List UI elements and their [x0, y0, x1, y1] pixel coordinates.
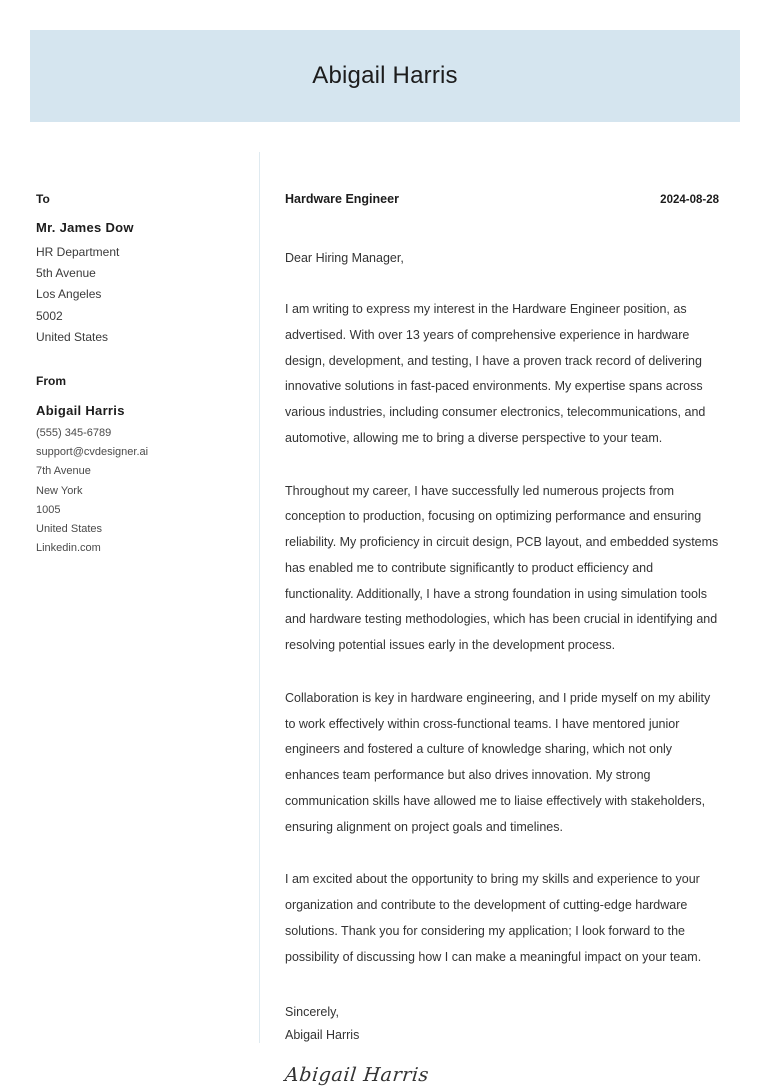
job-title: Hardware Engineer	[285, 192, 399, 206]
sender-block	[36, 374, 236, 558]
recipient-line: 5th Avenue	[36, 265, 96, 280]
signature: Abigail Harris	[283, 1064, 431, 1087]
closing-name: Abigail Harris	[285, 1027, 360, 1042]
sender-phone: (555) 345-6789	[36, 426, 112, 439]
recipient-line: HR Department	[36, 244, 120, 259]
letter-paragraph: I am excited about the opportunity to bring my skills and experience to your organization and contribute to the development of cutting-edge hardware solutions. Thank you for considering my application; I look forward to the possibility of discussing how I can make a meaningful impact on your team.	[285, 872, 702, 964]
sender-line: United States	[36, 523, 103, 536]
recipient-name: Mr. James Dow	[36, 220, 134, 236]
sender-email[interactable]: support@cvdesigner.ai	[36, 446, 149, 459]
sender-line: 7th Avenue	[36, 465, 91, 478]
salutation: Dear Hiring Manager,	[285, 250, 404, 265]
recipient-line: 5002	[36, 308, 63, 323]
letter-paragraph: Throughout my career, I have successfully led numerous projects from conception to production, focusing on optimizing performance and ensuring reliability. My proficiency in circuit design, PCB layout, and embedded systems has enabled me to contribute significantly to product efficiency and functionality. Additionally, I have a strong foundation in using simulation tools and hardware testing methodologies, which has been crucial in identifying and resolving potential issues early in the development process.	[285, 483, 719, 653]
letter-date: 2024-08-28	[660, 194, 719, 206]
letter-body	[285, 192, 719, 1087]
recipient-line: Los Angeles	[36, 287, 102, 302]
recipient-block	[36, 192, 236, 348]
letter-closing	[285, 1002, 719, 1046]
sender-line: New York	[36, 484, 83, 497]
letter-title-row	[285, 192, 719, 208]
recipient-line: United States	[36, 329, 109, 344]
letter-paragraph: Collaboration is key in hardware engineering, and I pride myself on my ability to work effectively within cross-functional teams. I have mentored junior engineers and fostered a culture of knowledge sharing, which not only enhances team performance but also drives innovation. My strong communication skills have allowed me to liaise effectively with stakeholders, ensuring alignment on project goals and timelines.	[285, 690, 711, 834]
page-title: Abigail Harris	[312, 61, 458, 89]
sidebar	[36, 192, 236, 559]
sender-line: 1005	[36, 503, 61, 516]
sender-name: Abigail Harris	[36, 402, 125, 418]
header-band	[30, 30, 740, 122]
closing-word: Sincerely,	[285, 1005, 339, 1020]
column-divider	[259, 152, 260, 1043]
letter-paragraph: I am writing to express my interest in the Hardware Engineer position, as advertised. With over 13 years of comprehensive experience in hardware design, development, and testing, I have a proven track record of delivering innovative solutions in fast-paced environments. My expertise spans across various industries, including consumer electronics, telecommunications, and automotive, allowing me to bring a diverse perspective to your team.	[285, 302, 706, 445]
sender-heading: From	[36, 374, 66, 389]
sender-linkedin[interactable]: Linkedin.com	[36, 542, 101, 555]
recipient-heading: To	[36, 192, 50, 206]
